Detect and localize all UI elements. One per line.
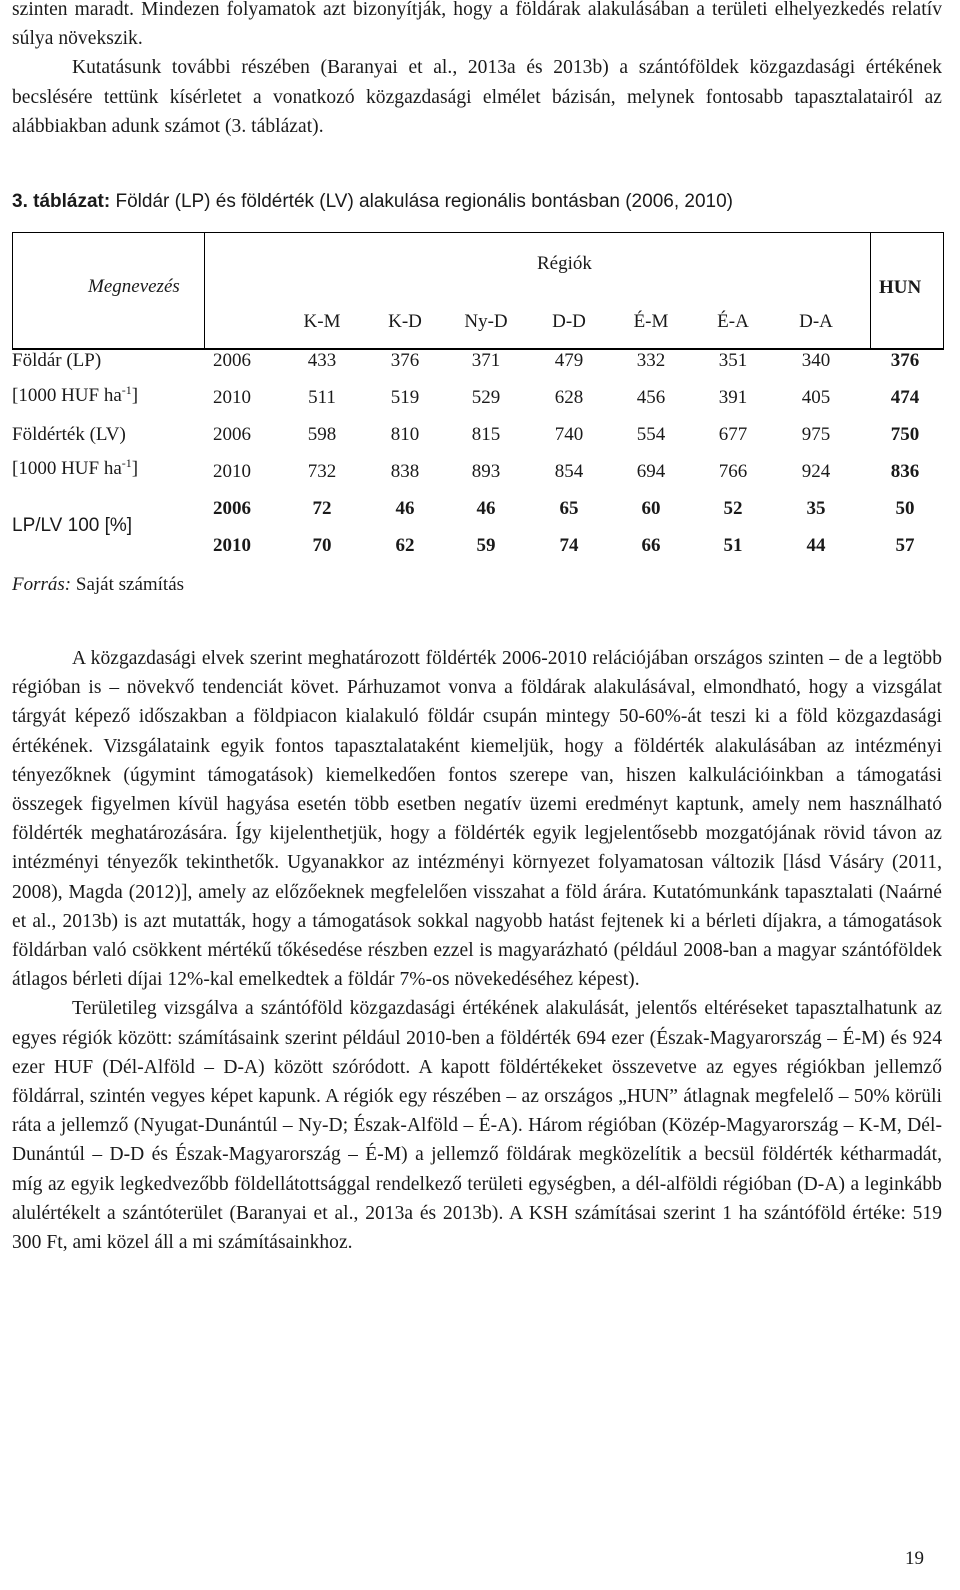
value-cell: 74 <box>559 535 579 556</box>
value-cell: 66 <box>641 535 661 556</box>
intro-text <box>12 0 942 141</box>
value-cell: 479 <box>554 350 584 371</box>
source-label: Forrás: <box>12 574 72 595</box>
hun-value-cell: 474 <box>890 387 920 408</box>
hun-value-cell: 50 <box>895 498 915 519</box>
header-megnevezes: Megnevezés <box>88 276 180 297</box>
value-cell: 405 <box>801 387 831 408</box>
value-cell: 694 <box>636 461 666 482</box>
row-label-folderttek: Földérték (LV) <box>12 424 126 445</box>
value-cell: 340 <box>801 350 831 371</box>
header-regiok: Régiók <box>537 253 592 274</box>
value-cell: 72 <box>312 498 332 519</box>
unit-exponent: -1 <box>121 383 132 397</box>
header-region: D-A <box>799 311 833 332</box>
header-divider-left <box>204 232 205 348</box>
value-cell: 810 <box>390 424 420 445</box>
value-cell: 511 <box>308 387 336 408</box>
value-cell: 554 <box>636 424 666 445</box>
header-region: D-D <box>552 311 586 332</box>
value-cell: 70 <box>312 535 332 556</box>
table-caption-label: 3. táblázat: <box>12 191 111 212</box>
value-cell: 332 <box>636 350 666 371</box>
intro-paragraph-2: Kutatásunk további részében (Baranyai et al., 2013a és 2013b) a szántóföldek közgazdasági értékének becslésére tettünk kísérletet a vonatkozó közgazdasági elmélet bázisán, melynek fontosabb tapasztalatairól az alábbiakban adunk számot (3. táblázat). <box>12 57 942 137</box>
row-label-foldar: Földár (LP) <box>12 350 102 371</box>
value-cell: 44 <box>806 535 826 556</box>
body-text <box>12 644 942 1257</box>
hun-value-cell: 836 <box>890 461 920 482</box>
value-cell: 433 <box>307 350 337 371</box>
value-cell: 529 <box>471 387 501 408</box>
table-caption-text: Földár (LP) és földérték (LV) alakulása regionális bontásban (2006, 2010) <box>110 191 733 212</box>
header-region: É-M <box>633 311 669 332</box>
table-source <box>12 574 184 596</box>
unit-text: [1000 HUF ha <box>12 458 122 479</box>
header-region: K-M <box>303 311 341 332</box>
value-cell: 838 <box>390 461 420 482</box>
hun-value-cell: 376 <box>890 350 920 371</box>
intro-paragraph-1: szinten maradt. Mindezen folyamatok azt bizonyítják, hogy a földárak alakulásában a területi elhelyezkedés relatív súlya növekszik. <box>12 0 942 50</box>
header-hun: HUN <box>879 277 922 298</box>
value-cell: 65 <box>559 498 579 519</box>
value-cell: 677 <box>718 424 748 445</box>
value-cell: 598 <box>307 424 337 445</box>
row-unit-folderttek <box>12 457 138 481</box>
body-paragraph-2: Területileg vizsgálva a szántóföld közgazdasági értékének alakulását, jelentős eltéréseket tapasztalhatunk az egyes régiók között: számításaink szerint például 2010-ben a földérték 694 ezer (Észak-Magyarország – É-M) és 924 ezer HUF (Dél-Alföld – D-A) között szóródott. A kapott földértékeket összevetve az egyes régiókban jellemző földárral, szintén vegyes képet kapunk. A régiók egy részében – az országos „HUN” átlagnak megfelelő – 50% körüli ráta a jellemző (Nyugat-Dunántúl – Ny-D; Észak-Alföld – É-A). Három régióban (Közép-Magyarország – K-M, Dél-Dunántúl – D-D és Észak-Magyarország – É-M) a jellemző földárak megközelítik a becsül földérték kétharmadát, míg az egyik legkedvezőbb földellátottsággal rendelkező területi egységben, a dél-alföldi régióban (D-A) a leginkább alulértékelt a szántóterület (Baranyai et al., 2013a és 2013b). A KSH számításai szerint 1 ha szántóföld értéke: 519 300 Ft, ami közel áll a mi számításainkhoz. <box>12 998 942 1254</box>
value-cell: 854 <box>554 461 584 482</box>
header-region: É-A <box>717 311 749 332</box>
row-label-lplv: LP/LV 100 [%] <box>12 515 133 536</box>
value-cell: 52 <box>723 498 743 519</box>
value-cell: 351 <box>718 350 748 371</box>
source-text: Saját számítás <box>71 574 185 595</box>
year-cell: 2010 <box>213 535 251 556</box>
value-cell: 59 <box>476 535 496 556</box>
page-number: 19 <box>905 1548 924 1569</box>
year-cell: 2006 <box>213 350 251 371</box>
year-cell: 2006 <box>213 498 251 519</box>
value-cell: 519 <box>390 387 420 408</box>
value-cell: 35 <box>806 498 826 519</box>
unit-bracket: ] <box>131 458 139 479</box>
table-caption <box>12 188 942 216</box>
value-cell: 60 <box>641 498 661 519</box>
year-cell: 2006 <box>213 424 251 445</box>
header-region: K-D <box>388 311 422 332</box>
hun-value-cell: 750 <box>890 424 920 445</box>
value-cell: 975 <box>801 424 831 445</box>
year-cell: 2010 <box>213 461 251 482</box>
body-paragraph-1: A közgazdasági elvek szerint meghatározott földérték 2006-2010 relációjában országos szinten – de a legtöbb régióban is – növekvő tendenciát követ. Párhuzamot vonva a földárak alakulásával, elmondható, hogy a vizsgálat tárgyát képező időszakban a földpiacon kialakuló földár csupán mintegy 50-60%-át teszi ki a föld közgazdasági értékének. Vizsgálataink egyik fontos tapasztalataként kiemeljük, hogy a földérték alakulásában az intézményi tényezőknek (úgymint támogatások) kiemelkedően fontos szerepe van, hiszen kalkulációinkban a támogatási összegek figyelmen kívül hagyása esetén több esetben negatív üzemi eredményt kaptunk, amely nem használható földérték meghatározására. Így kijelenthetjük, hogy a földérték egyik legjelentősebb mozgatójának rövid távon az intézményi tényezők tekinthetők. Ugyanakkor az intézményi környezet folyamatosan változik [lásd Vásáry (2011, 2008), Magda (2012)], amely az előzőeknek megfelelően visszahat a föld árára. Kutatómunkánk tapasztalati (Naárné et al., 2013b) is azt mutatták, hogy a támogatások sokkal nagyobb hatást fejtenek ki a bérleti díjakra, a támogatások földárban való csökkent mértékű tőkésedése részben ezzel is magyarázható (például 2008-ban a magyar szántóföldek átlagos bérleti díjai 12%-kal emelkedtek a földár 7%-os növekedéséhez képest). <box>12 648 942 991</box>
value-cell: 893 <box>471 461 501 482</box>
value-cell: 815 <box>471 424 501 445</box>
value-cell: 924 <box>801 461 831 482</box>
value-cell: 391 <box>718 387 748 408</box>
value-cell: 371 <box>471 350 501 371</box>
unit-bracket: ] <box>131 385 139 406</box>
value-cell: 46 <box>476 498 496 519</box>
value-cell: 62 <box>395 535 415 556</box>
value-cell: 456 <box>636 387 666 408</box>
data-table <box>12 232 944 562</box>
value-cell: 628 <box>554 387 584 408</box>
header-region: Ny-D <box>464 311 508 332</box>
row-unit-foldar <box>12 384 138 408</box>
value-cell: 732 <box>307 461 337 482</box>
value-cell: 740 <box>554 424 584 445</box>
unit-exponent: -1 <box>121 456 132 470</box>
header-divider-right <box>870 232 871 348</box>
value-cell: 46 <box>395 498 415 519</box>
value-cell: 766 <box>718 461 748 482</box>
value-cell: 51 <box>723 535 743 556</box>
year-cell: 2010 <box>213 387 251 408</box>
value-cell: 376 <box>390 350 420 371</box>
unit-text: [1000 HUF ha <box>12 385 122 406</box>
hun-value-cell: 57 <box>895 535 915 556</box>
